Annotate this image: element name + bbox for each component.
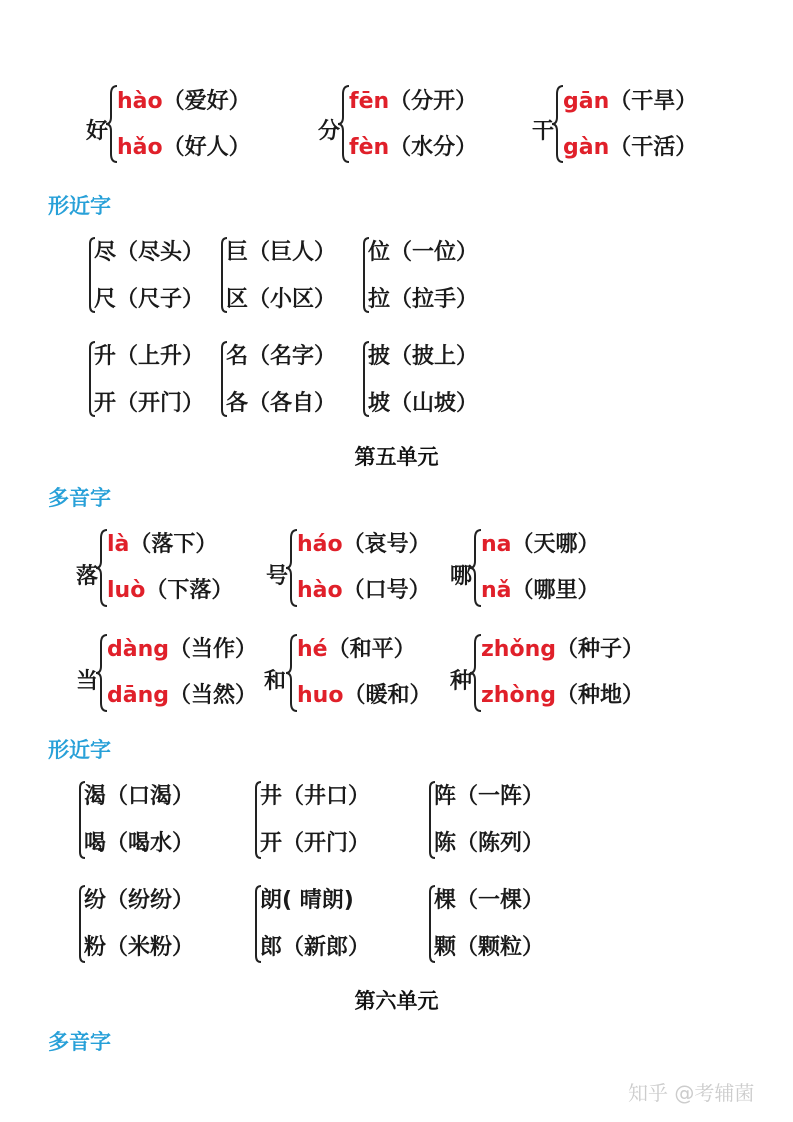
similar-word: 粉（米粉）: [84, 935, 195, 960]
poly-char: 哪: [450, 564, 473, 589]
reading-row: dàng（当作）: [107, 637, 258, 662]
watermark: 知乎 @考辅菌: [628, 1081, 755, 1105]
similar-word: 位（一位）: [368, 240, 479, 265]
poly-char: 和: [264, 669, 287, 694]
similar-word: 尽（尽头）: [94, 240, 205, 265]
reading-row: hào（口号）: [297, 578, 431, 603]
similar-word: 坡（山坡）: [368, 391, 479, 416]
similar-word: 开（开门）: [260, 831, 371, 856]
unit-title-6: 第六单元: [354, 989, 439, 1013]
reading-row: háo（哀号）: [297, 532, 431, 557]
section-heading-polyphonic: 多音字: [48, 486, 111, 510]
similar-word: 井（井口）: [260, 784, 371, 809]
similar-word: 名（名字）: [226, 344, 337, 369]
similar-word: 纷（纷纷）: [84, 888, 195, 913]
reading-row: hǎo（好人）: [117, 135, 251, 160]
section-heading-polyphonic: 多音字: [48, 1030, 111, 1054]
similar-word: 尺（尺子）: [94, 287, 205, 312]
similar-word: 颗（颗粒）: [434, 935, 545, 960]
reading-row: nǎ（哪里）: [481, 578, 600, 603]
poly-char: 号: [266, 564, 289, 589]
reading-row: zhǒng（种子）: [481, 637, 645, 662]
reading-row: zhòng（种地）: [481, 683, 645, 708]
similar-word: 朗( 晴朗): [260, 888, 354, 913]
reading-row: hào（爱好）: [117, 89, 251, 114]
similar-word: 郎（新郎）: [260, 935, 371, 960]
similar-word: 拉（拉手）: [368, 287, 479, 312]
similar-word: 陈（陈列）: [434, 831, 545, 856]
reading-row: fēn（分开）: [349, 89, 478, 114]
similar-word: 披（披上）: [368, 344, 479, 369]
reading-row: fèn（水分）: [349, 135, 478, 160]
similar-word: 各（各自）: [226, 391, 337, 416]
poly-char-gan: 干: [532, 119, 555, 144]
section-heading-similar: 形近字: [48, 738, 111, 762]
reading-row: gān（干旱）: [563, 89, 698, 114]
reading-row: dāng（当然）: [107, 683, 258, 708]
reading-row: gàn（干活）: [563, 135, 698, 160]
similar-word: 阵（一阵）: [434, 784, 545, 809]
poly-char: 落: [76, 564, 99, 589]
unit-title-5: 第五单元: [354, 445, 439, 469]
similar-word: 巨（巨人）: [226, 240, 337, 265]
similar-word: 区（小区）: [226, 287, 337, 312]
similar-word: 升（上升）: [94, 344, 205, 369]
poly-char: 种: [450, 669, 473, 694]
reading-row: hé（和平）: [297, 637, 416, 662]
poly-char-fen: 分: [318, 119, 341, 144]
similar-word: 开（开门）: [94, 391, 205, 416]
reading-row: na（天哪）: [481, 532, 600, 557]
section-heading-similar: 形近字: [48, 194, 111, 218]
poly-char-hao: 好: [86, 119, 109, 144]
reading-row: là（落下）: [107, 532, 218, 557]
reading-row: luò（下落）: [107, 578, 234, 603]
reading-row: huo（暖和）: [297, 683, 432, 708]
similar-word: 渴（口渴）: [84, 784, 195, 809]
poly-char: 当: [76, 669, 99, 694]
similar-word: 喝（喝水）: [84, 831, 195, 856]
similar-word: 棵（一棵）: [434, 888, 545, 913]
